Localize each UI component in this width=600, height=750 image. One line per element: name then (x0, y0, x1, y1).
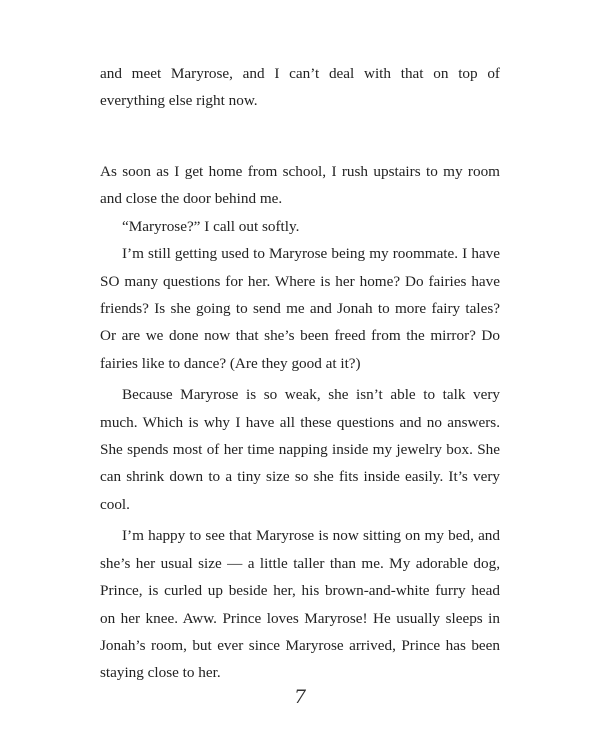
section-text (100, 158, 500, 687)
paragraph-3: I’m still getting used to Maryrose being my roommate. I have SO many questions for her. Where is her home? Do fairies have friends? Is she going to send me and Jonah to more fairy tales? Or are we done now that she’s been freed from the mirror? Do fairies like to dance? (Are they good at it?) (100, 245, 500, 372)
paragraph-2: “Maryrose?” I call out softly. (122, 217, 300, 235)
page-number: 7 (293, 686, 307, 708)
paragraph-4: Because Maryrose is so weak, she isn’t able to talk very much. Which is why I have all these questions and no answers. She spends most of her time napping inside my jewelry box. She can shrink down to a tiny size so she fits inside easily. It’s very cool. (100, 386, 500, 513)
continuation-text (100, 60, 500, 115)
continuation-paragraph: and meet Maryrose, and I can’t deal with that on top of everything else right now. (100, 65, 500, 110)
paragraph-1: As soon as I get home from school, I rush upstairs to my room and close the door behind me. (100, 163, 500, 208)
paragraph-5: I’m happy to see that Maryrose is now sitting on my bed, and she’s her usual size — a little taller than me. My adorable dog, Prince, is curled up beside her, his brown-and-white furry head on her knee. Aww. Prince loves Maryrose! He usually sleeps in Jonah’s room, but ever since Maryrose arrived, Prince has been staying close to her. (100, 527, 500, 682)
